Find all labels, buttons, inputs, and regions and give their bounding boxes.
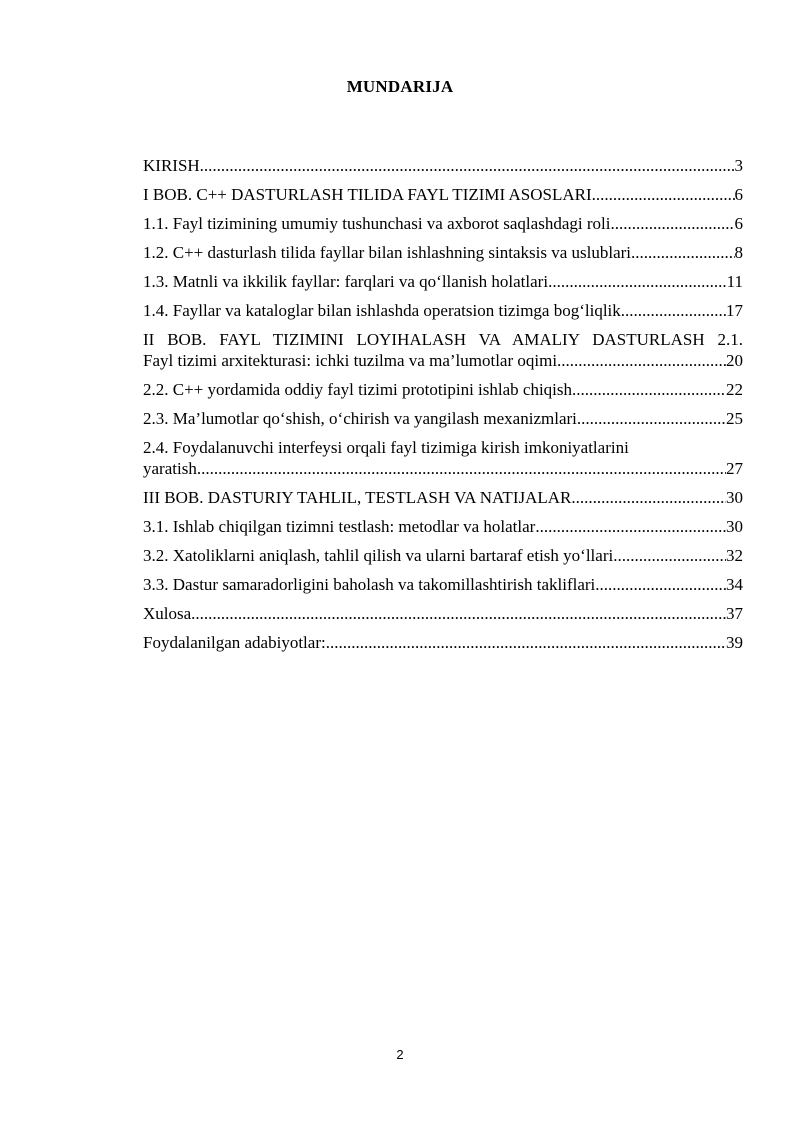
- toc-entry-3-3: [143, 574, 743, 595]
- toc-entry-1-1: [143, 213, 743, 234]
- toc-entry-label: 3.3. Dastur samaradorligini baholash va takomillashtirish takliflari: [143, 575, 596, 594]
- dot-leader: [577, 408, 726, 429]
- toc-entry-page: 22: [726, 380, 743, 399]
- dot-leader: [631, 242, 734, 263]
- toc-entry-label: Foydalanilgan adabiyotlar:: [143, 633, 326, 652]
- dot-leader: [191, 603, 726, 624]
- dot-leader: [197, 458, 726, 479]
- toc-entry-label: yaratish: [143, 459, 197, 478]
- dot-leader: [610, 213, 734, 234]
- toc-entry-label: 3.2. Xatoliklarni aniqlash, tahlil qilish va ularni bartaraf etish yo‘llari: [143, 546, 614, 565]
- toc-entry-2-4-continuation: [143, 458, 743, 479]
- dot-leader: [548, 271, 727, 292]
- toc-entry-label: KIRISH: [143, 156, 200, 175]
- toc-entry-3-1: [143, 516, 743, 537]
- toc-entry-page: 3: [734, 156, 743, 175]
- toc-entry-page: 8: [734, 243, 743, 262]
- toc-entry-label: 2.2. C++ yordamida oddiy fayl tizimi prototipini ishlab chiqish: [143, 380, 573, 399]
- toc-entry-3-2: [143, 545, 743, 566]
- dot-leader: [535, 516, 726, 537]
- toc-entry-chapter-3: [143, 487, 743, 508]
- toc-entry-page: 39: [726, 633, 743, 652]
- toc-entry-first-line: 2.4. Foydalanuvchi interfeysi orqali fayl tizimiga kirish imkoniyatlarini: [143, 438, 629, 457]
- dot-leader: [557, 350, 726, 371]
- dot-leader: [592, 184, 735, 205]
- toc-entry-chapter-2: [143, 329, 743, 371]
- dot-leader: [200, 155, 735, 176]
- toc-entry-page: 11: [726, 272, 743, 291]
- toc-entry-1-3: [143, 271, 743, 292]
- toc-entry-adabiyotlar: [143, 632, 743, 653]
- toc-entry-2-3: [143, 408, 743, 429]
- toc-entry-page: 30: [726, 488, 743, 507]
- toc-entry-page: 17: [726, 301, 743, 320]
- toc-entry-label: 1.4. Fayllar va kataloglar bilan ishlashda operatsion tizimga bog‘liqlik: [143, 301, 621, 320]
- toc-entry-2-1: [143, 350, 743, 371]
- dot-leader: [572, 379, 726, 400]
- toc-entry-xulosa: [143, 603, 743, 624]
- toc-entry-page: 6: [734, 185, 743, 204]
- dot-leader: [326, 632, 726, 653]
- dot-leader: [595, 574, 726, 595]
- dot-leader: [613, 545, 726, 566]
- table-of-contents: [143, 155, 743, 661]
- toc-entry-label: 1.3. Matnli va ikkilik fayllar: farqlari va qo‘llanish holatlari: [143, 272, 549, 291]
- toc-entry-label: 2.3. Ma’lumotlar qo‘shish, o‘chirish va yangilash mexanizmlari: [143, 409, 577, 428]
- toc-entry-1-4: [143, 300, 743, 321]
- toc-entry-1-2: [143, 242, 743, 263]
- toc-entry-2-2: [143, 379, 743, 400]
- toc-entry-label: 1.1. Fayl tizimining umumiy tushunchasi va axborot saqlashdagi roli: [143, 214, 611, 233]
- toc-entry-page: 30: [726, 517, 743, 536]
- dot-leader: [621, 300, 726, 321]
- toc-entry-label: III BOB. DASTURIY TAHLIL, TESTLASH VA NATIJALAR: [143, 488, 572, 507]
- toc-entry-2-4: [143, 437, 743, 479]
- toc-entry-label: Xulosa: [143, 604, 192, 623]
- dot-leader: [571, 487, 726, 508]
- toc-entry-kirish: [143, 155, 743, 176]
- toc-entry-page: 27: [726, 459, 743, 478]
- toc-entry-page: 37: [726, 604, 743, 623]
- toc-entry-page: 20: [726, 351, 743, 370]
- toc-entry-label: I BOB. C++ DASTURLASH TILIDA FAYL TIZIMI ASOSLARI: [143, 185, 592, 204]
- page-number: 2: [396, 1047, 404, 1062]
- page-title: MUNDARIJA: [346, 77, 454, 96]
- toc-entry-label: 3.1. Ishlab chiqilgan tizimni testlash: metodlar va holatlar: [143, 517, 536, 536]
- toc-entry-label: Fayl tizimi arxitekturasi: ichki tuzilma va ma’lumotlar oqimi: [143, 351, 558, 370]
- toc-entry-page: 25: [726, 409, 743, 428]
- toc-entry-page: 6: [734, 214, 743, 233]
- toc-entry-page: 34: [726, 575, 743, 594]
- toc-entry-heading-line: II BOB. FAYL TIZIMINI LOYIHALASH VA AMALIY DASTURLASH 2.1.: [143, 330, 743, 349]
- toc-entry-label: 1.2. C++ dasturlash tilida fayllar bilan ishlashning sintaksis va uslublari: [143, 243, 632, 262]
- toc-entry-page: 32: [726, 546, 743, 565]
- toc-entry-chapter-1: [143, 184, 743, 205]
